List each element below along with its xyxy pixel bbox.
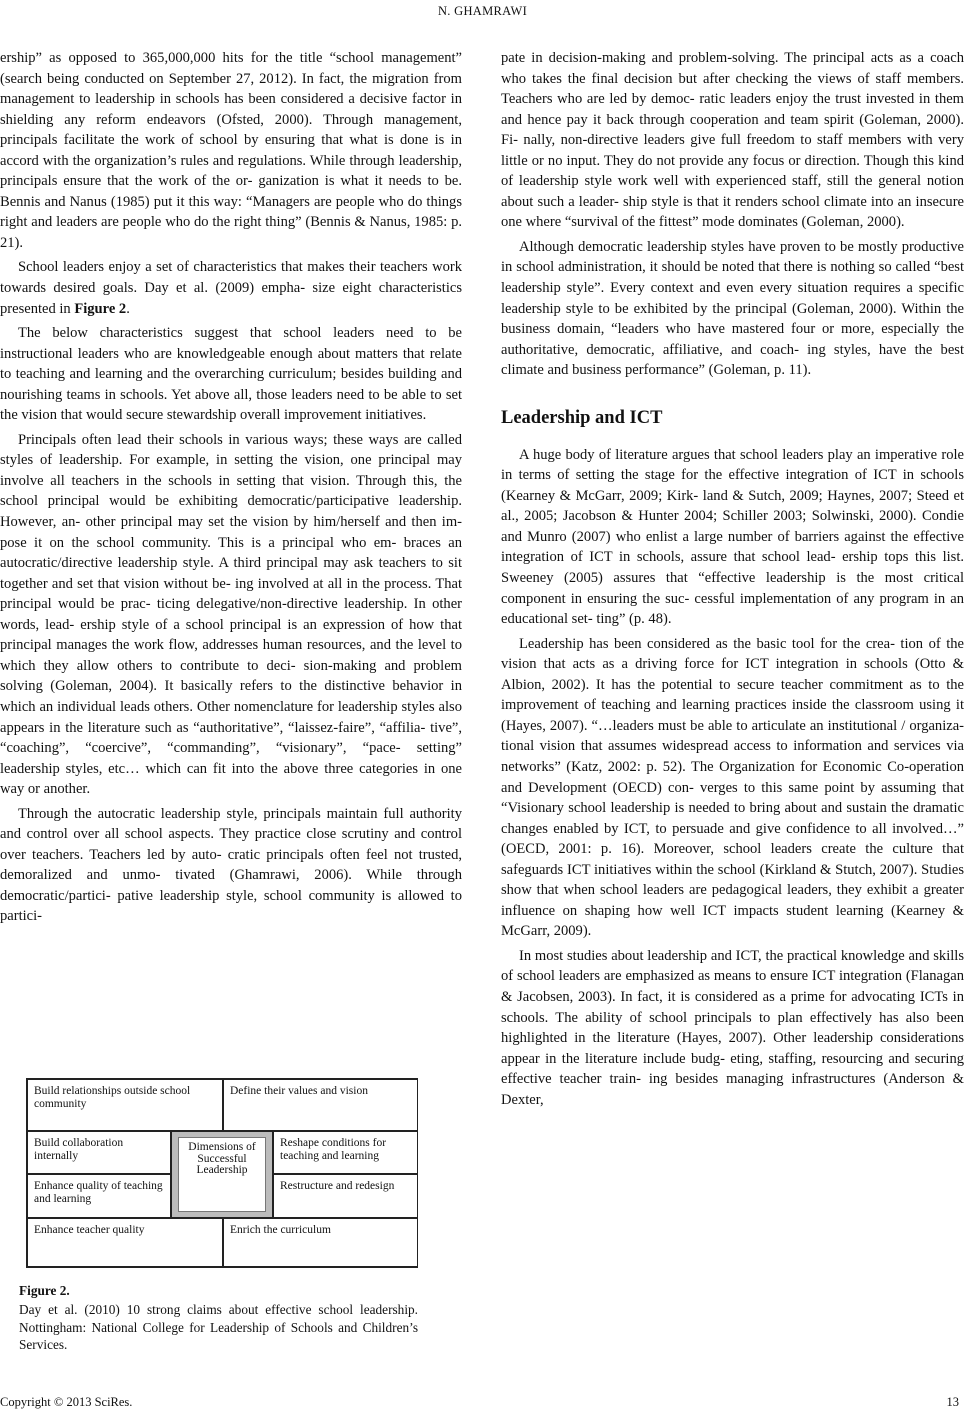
- body-paragraph: In most studies about leadership and ICT, the practical knowledge and skills of school leaders are emphasized as means to ensure ICT integration (Flanagan & Jacobsen, 2003). In fact, it is considered as a prime for advocating ICTs in schools. The ability of school principals to plan effectively has also been highlighted in the literature (Hayes, 2007). Other leadership considerations appear in the literature include budg- eting, staffing, resourcing and securing effective teacher train- ing besides managing infrastructures (Anderson & Dexter,: [501, 947, 964, 1108]
- right-column: [501, 48, 964, 1110]
- body-paragraph: Through the autocratic leadership style, principals maintain full authority and control over all school aspects. They practice close scrutiny and control over teachers. Teachers led by auto- cratic principals often feel not trusted, demoralized and unmo- tivated (Ghamrawi, 2006). While through democratic/partici- pative leadership style, school community is allowed to partici-: [0, 805, 462, 925]
- center-label: Dimensions of Successful Leadership: [178, 1137, 266, 1212]
- section-heading: Leadership and ICT: [501, 407, 663, 428]
- cell-restructure: Restructure and redesign: [273, 1174, 418, 1218]
- cell-build-collaboration: Build collaboration internally: [27, 1131, 171, 1174]
- body-paragraph: A huge body of literature argues that school leaders play an imperative role in terms of setting the stage for the effective integration of ICT in schools (Kearney & McGarr, 2009; Kirk- land & Sutch, 2009; Haynes, 2007; Steed et al., 2005; Jacobson & Hunter 2004; Schiller 2003; Solwinski, 2000). Condie and Munro (2007) who enlist a large number of barriers against the effective integration of ICT in schools, assure that school lead- ership tops this list. Sweeney (2005) assures that “effective leadership is the most critical component in ensuring the suc- cessful implementation of any program in an educational set- ting” (p. 48).: [501, 446, 964, 628]
- figure-caption-label: Figure 2.: [19, 1283, 70, 1298]
- page-number: 13: [946, 1395, 959, 1409]
- cell-enrich-curriculum: Enrich the curriculum: [223, 1218, 418, 1267]
- body-paragraph: The below characteristics suggest that school leaders need to be instructional leaders who are knowledgeable enough about matters that relate to teaching and learning and the overarching curriculum; besides building and nourishing teams in schools. Yet above all, those leaders need to be able to set the vision that would secure stewardship overall improvement initiatives.: [0, 325, 462, 424]
- footer-copyright: Copyright © 2013 SciRes.: [0, 1395, 133, 1409]
- running-head: N. GHAMRAWI: [437, 4, 528, 18]
- left-column: [0, 48, 462, 927]
- figure-reference-suffix: .: [126, 300, 130, 317]
- body-paragraph: ership” as opposed to 365,000,000 hits for the title “school management” (search being conducted on September 27, 2012). In fact, the migration from management to leadership in schools has been considered a decisive factor in shielding any reform endeavors (Ofsted, 2000). Through management, principals facilitate the work of school by ensuring that what is done is in accord with the organization’s rules and regulations. While through leadership, principals ensure that the work of the or- ganization is what it needs to be. Bennis and Nanus (1985) put it this way: “Managers are people who do things right and leaders are people who do the right thing” (Bennis & Nanus, 1985: p. 21).: [0, 50, 462, 251]
- figure-caption-text: Day et al. (2010) 10 strong claims about effective school leadership. Nottingham: National College for Leadership of Schools and Children’s Services.: [19, 1302, 418, 1352]
- paragraph-text: School leaders enjoy a set of characteristics that makes their teachers work towards desired goals. Day et al. (2009) empha- size eight characteristics presented in: [0, 259, 462, 317]
- figure-reference: Figure 2: [74, 300, 127, 317]
- body-paragraph: Although democratic leadership styles have proven to be mostly productive in school administration, it should be noted that there is nothing so called “best leadership style”. Every context and even every situation requires a specific leadership style to be exhibited by the principal (Goleman, 2000). Within the business domain, “leaders who have mastered four or more, especially the authoritative, democratic, affiliative, and coach- ing styles, have the best climate and business performance” (Goleman, p. 11).: [501, 238, 964, 379]
- cell-reshape-conditions: Reshape conditions for teaching and learning: [273, 1131, 418, 1174]
- figure-2-diagram: [26, 1078, 418, 1268]
- body-paragraph: Leadership has been considered as the basic tool for the crea- tion of the vision that acts as a driving force for ICT integration in schools (Otto & Albion, 2002). It has the potential to secure teacher commitment as to the improvement of teaching and learning practices inside the classroom using it (Hayes, 2007). “…leaders must be able to articulate an institutional / organiza- tional vision that assumes widespread access to information and services via networks” (Katz, 2002: p. 52). The Organization for Economic Co-operation and Development (OECD) con- verges to this same point by assuming that “Visionary school leadership is needed to bring about and sustain the dramatic changes enabled by ICT, to persuade and give confidence to all involved…” (OECD, 2001: p. 16). Moreover, school leaders create the culture that safeguards ICT initiatives within the school (Kirkland & Stutch, 2007). Studies show that when school leaders are pedagogical leaders, they exhibit a greater influence on shaping how well ICT impacts student learning (Kearney & McGarr, 2009).: [501, 635, 964, 940]
- figure-caption: [19, 1282, 418, 1353]
- cell-enhance-teacher-quality: Enhance teacher quality: [27, 1218, 223, 1267]
- cell-build-relationships: Build relationships outside school community: [27, 1079, 223, 1131]
- body-paragraph: [0, 257, 462, 319]
- cell-enhance-quality: Enhance quality of teaching and learning: [27, 1174, 171, 1218]
- center-box: [171, 1131, 273, 1218]
- body-paragraph: Principals often lead their schools in various ways; these ways are called styles of leadership. For example, in setting the vision, one principal may involve all teachers in the schools in setting that vision. Through this, the school principal would be exhibiting democratic/participative leadership. However, an- other principal may set the vision by him/herself and then im- pose it on the school community. This is a principal who em- braces an autocratic/directive leadership style. A third principal may ask teachers to sit together and set that vision without be- ing involved at all in the process. That principal would be prac- ticing delegative/non-directive leadership. In other words, lead- ership style of a school principal is an expression of how that principal manages the work flow, addresses human resources, and the level to which they allow others to contribute to deci- sion-making and problem solving (Goleman, 2004). It basically refers to the distinctive behavior in which an individual leads others. Other nomenclature for leadership styles also appears in the literature such as “authoritative”, “laissez-faire”, “affilia- tive”, “coaching”, “coercive”, “commanding”, “visionary”, “pace- setting” leadership styles, etc… which can fit into the above three categories in one way or another.: [0, 431, 462, 798]
- cell-define-values: Define their values and vision: [223, 1079, 418, 1131]
- body-paragraph: pate in decision-making and problem-solving. The principal acts as a coach who takes the final decision but after checking the views of staff members. Teachers who are led by democ- ratic leaders enjoy the trust invested in them and hence pay it back through cooperation and team spirit (Goleman, 2000). Fi- nally, non-directive leaders give full freedom to staff members with very little or no input. They do not provide any focus or direction. Though this kind of leadership style work well with experienced staff, still the general notion about such a leader- ship style is that it renders school climate into an insecure one where “survival of the fittest” mode dominates (Goleman, 2000).: [501, 50, 964, 231]
